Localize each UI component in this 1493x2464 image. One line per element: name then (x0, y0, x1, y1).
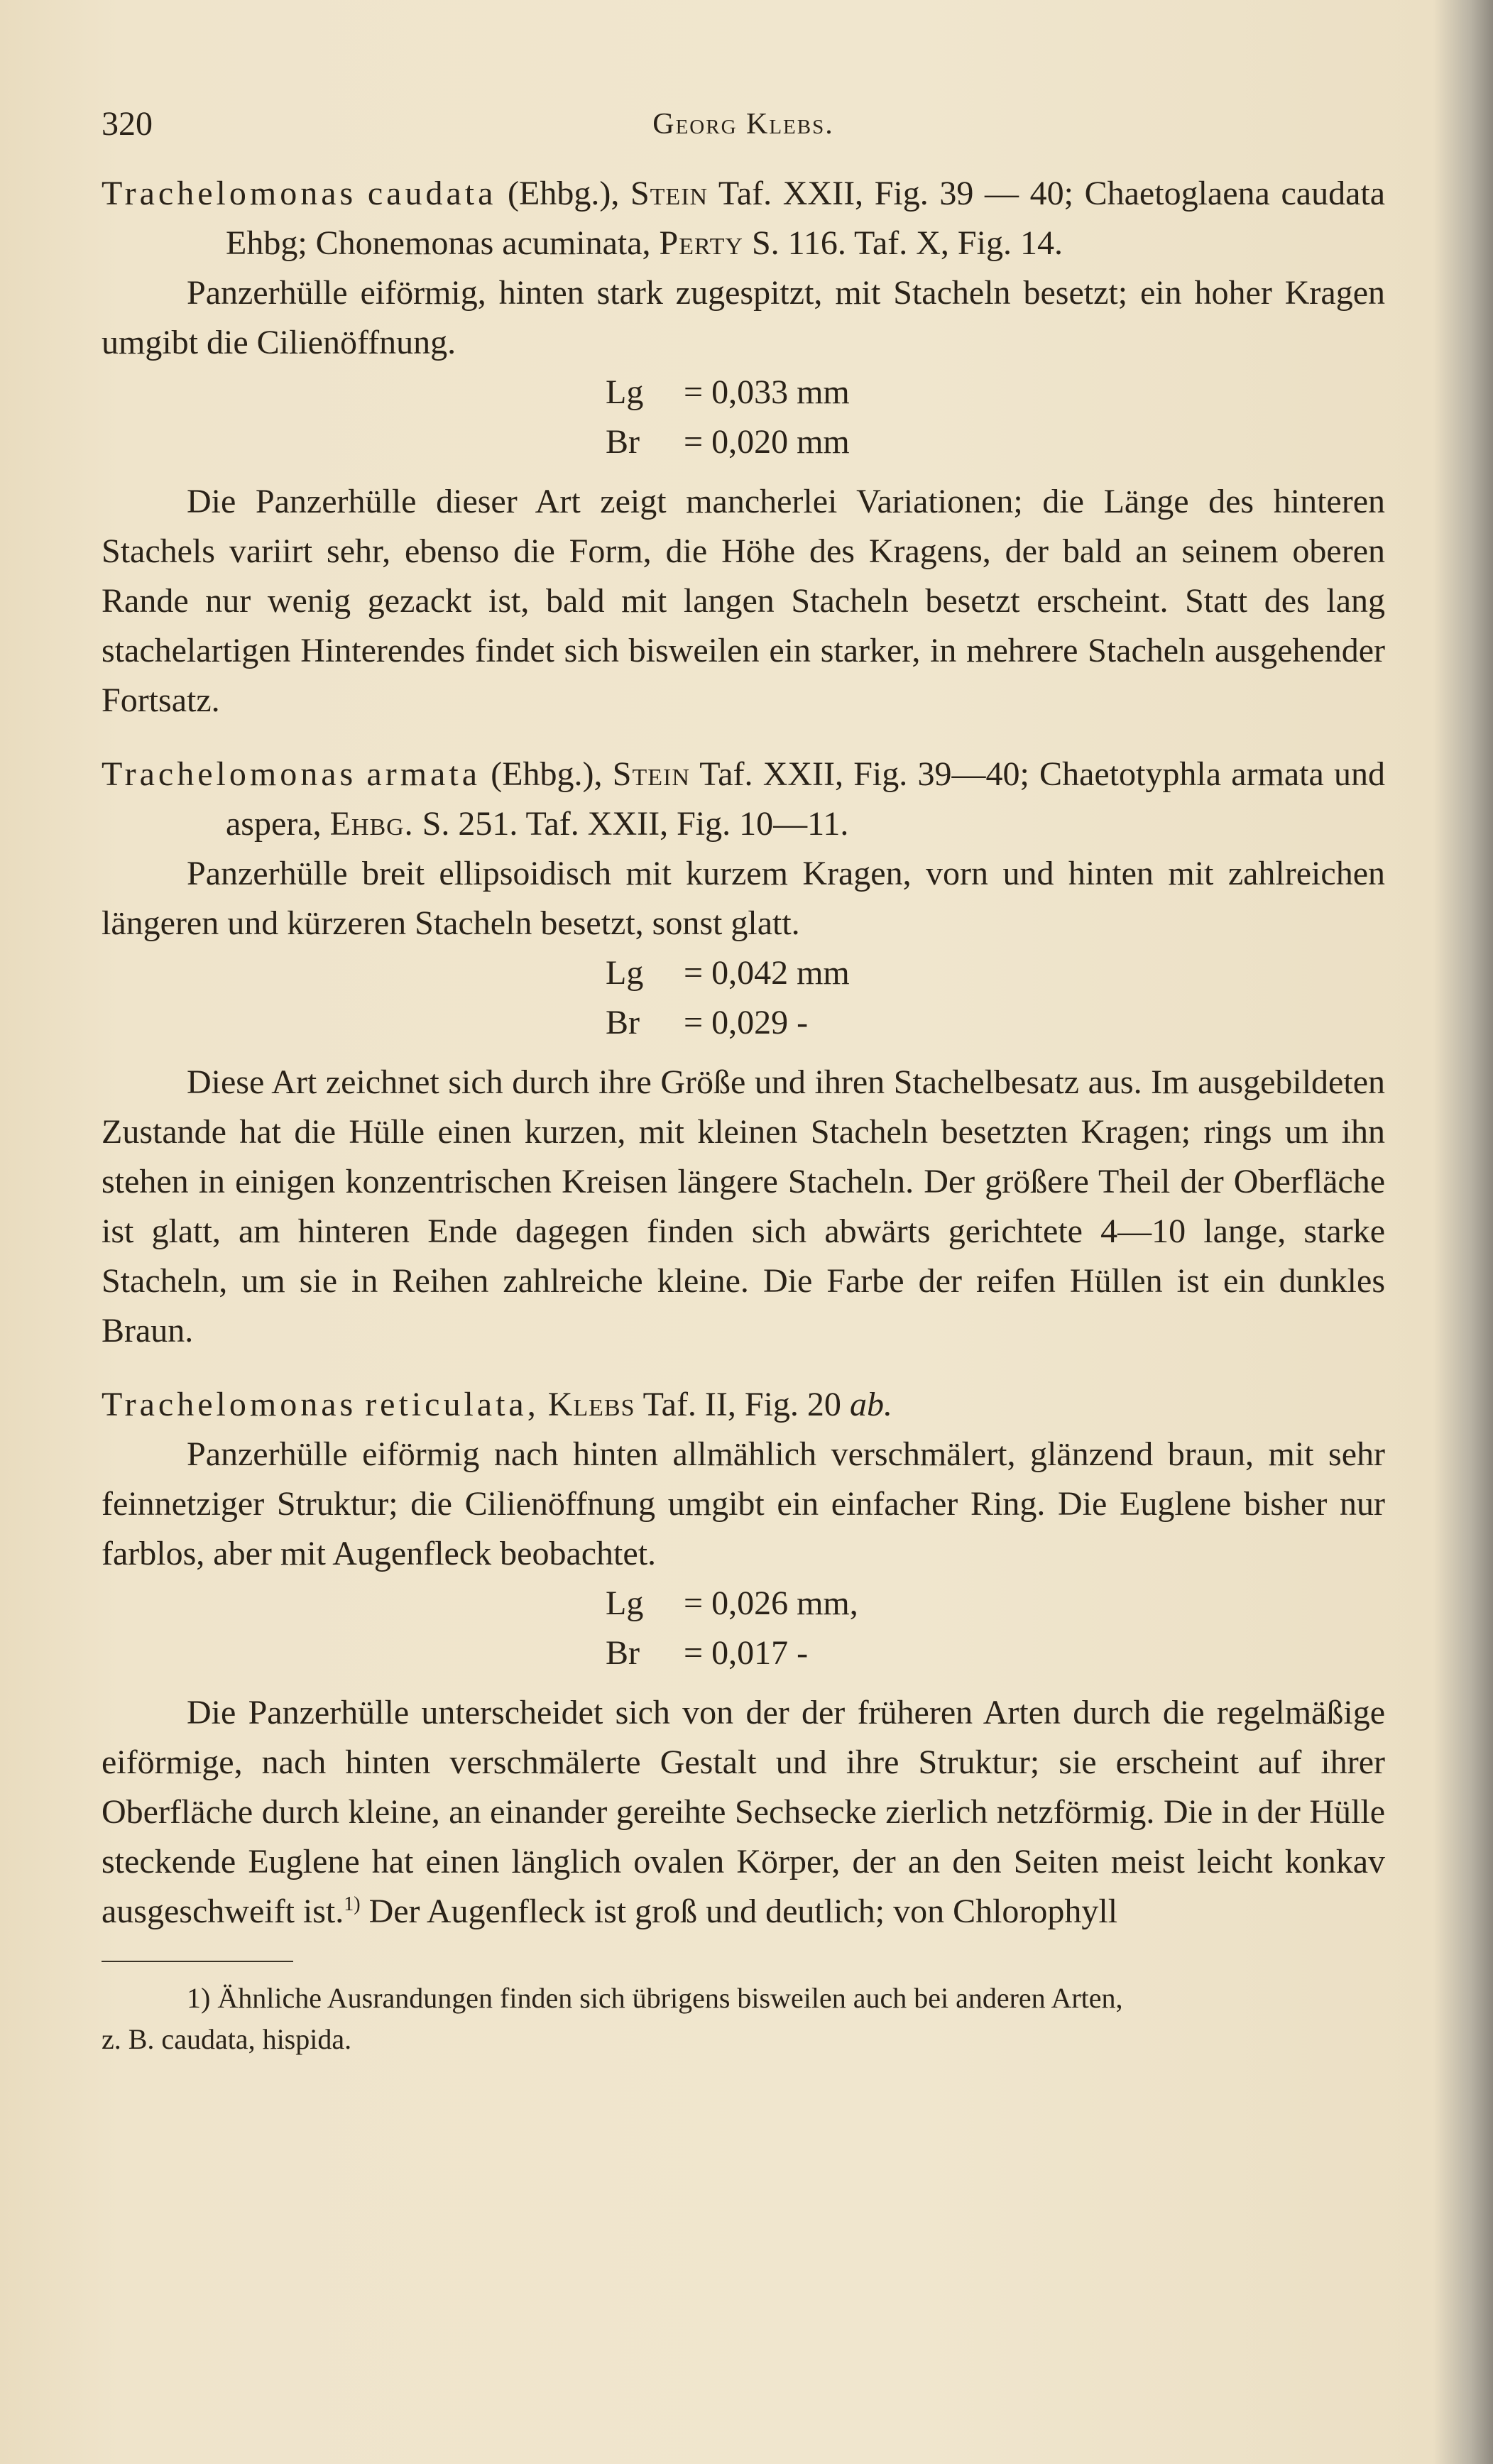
reference-text: Taf. XXII, Fig. 39 — 40; Chaetoglaena caudata Ehbg; Chonemonas acuminata, (226, 175, 1386, 262)
page-header (102, 99, 1385, 149)
entry-title (102, 1380, 1385, 1430)
footnote-rule (102, 1961, 293, 1962)
genus-name: Trachelomonas (102, 175, 357, 212)
description: Panzerhülle eiförmig, hinten stark zugespitzt, mit Stacheln besetzt; ein hoher Kragen umgibt die Cilienöffnung. (102, 274, 1385, 361)
measurement-width: Br = 0,029 - (606, 1004, 809, 1041)
footnote-text-cont: z. B. caudata, hispida. (102, 2023, 352, 2055)
reference-author: Stein (612, 755, 690, 793)
reference-text: S. 116. Taf. X, Fig. 14. (751, 224, 1063, 262)
reference-text: Taf. XXII, Fig. 39—40; Chaetotyphla armata und aspera, (226, 755, 1386, 843)
running-head: Georg Klebs. (652, 108, 834, 141)
reference-author: Klebs (547, 1386, 635, 1423)
species-name: armata (366, 755, 481, 793)
reference-author: Perty (659, 224, 743, 262)
genus-name: Trachelomonas (102, 755, 357, 793)
measurement-width: Br = 0,017 - (606, 1634, 809, 1672)
reference-italic: ab. (849, 1386, 892, 1423)
footnote-number: 1) (187, 1982, 211, 2014)
description: Panzerhülle eiförmig nach hinten allmählich verschmälert, glänzend braun, mit sehr feinnetziger Struktur; die Cilienöffnung umgibt ein einfacher Ring. Die Euglene bisher nur farblos, aber mit Augenfleck beobachtet. (102, 1435, 1385, 1572)
measurement-length: Lg = 0,042 mm (606, 954, 850, 992)
page-number: 320 (102, 105, 153, 143)
reference-author: Ehbg. (329, 805, 414, 843)
species-name: caudata (367, 175, 497, 212)
notes-paragraph: Die Panzerhülle unterscheidet sich von der der früheren Arten durch die regelmäßige eiförmige, nach hinten verschmälerte Gestalt und ihre Struktur; sie erscheint auf ihrer Oberfläche durch kleine, an einander gereihte Sechsecke zierlich netzförmig. Die in der Hülle steckende Euglene hat einen länglich ovalen Körper, der an den Seiten meist leicht konkav ausgeschweift ist.$^{1)}$ Der Augenfleck ist groß und deutlich; von Chlorophyll (102, 1694, 1385, 1930)
genus-name: Trachelomonas (102, 1386, 357, 1423)
footnote (102, 1978, 1385, 2060)
entry-title (102, 169, 1385, 268)
species-name: reticulata, (365, 1386, 540, 1423)
reference-text: Taf. II, Fig. 20 (642, 1386, 841, 1423)
measurement-length: Lg = 0,033 mm (606, 373, 850, 411)
description: Panzerhülle breit ellipsoidisch mit kurzem Kragen, vorn und hinten mit zahlreichen längeren und kürzeren Stacheln besetzt, sonst glatt. (102, 855, 1385, 942)
authority: (Ehbg.), (508, 175, 620, 212)
page-content (102, 99, 1385, 2060)
footnote-text: Ähnliche Ausrandungen finden sich übrigens bisweilen auch bei anderen Arten, (217, 1982, 1123, 2014)
measurement-width: Br = 0,020 mm (606, 423, 850, 461)
footnote-mark[interactable]: 1) (344, 1893, 361, 1915)
entry-title (102, 750, 1385, 849)
notes-paragraph: Die Panzerhülle dieser Art zeigt mancherlei Variationen; die Länge des hinteren Stachels variirt sehr, ebenso die Form, die Höhe des Kragens, der bald an seinem oberen Rande nur wenig gezackt ist, bald mit langen Stacheln besetzt erscheint. Statt des lang stachelartigen Hinterendes findet sich bisweilen ein starker, in mehrere Stacheln ausgehender Fortsatz. (102, 483, 1385, 719)
measurement-length: Lg = 0,026 mm, (606, 1584, 858, 1622)
reference-author: Stein (630, 175, 709, 212)
reference-text: S. 251. Taf. XXII, Fig. 10—11. (422, 805, 849, 843)
notes-paragraph: Diese Art zeichnet sich durch ihre Größe und ihren Stachelbesatz aus. Im ausgebildeten Zustande hat die Hülle einen kurzen, mit kleinen Stacheln besetzten Kragen; rings um ihn stehen in einigen konzentrischen Kreisen längere Stacheln. Der größere Theil der Oberfläche ist glatt, am hinteren Ende dagegen finden sich abwärts gerichtete 4—10 lange, starke Stacheln, um sie in Reihen zahlreiche kleine. Die Farbe der reifen Hüllen ist ein dunkles Braun. (102, 1063, 1385, 1349)
authority: (Ehbg.), (491, 755, 603, 793)
